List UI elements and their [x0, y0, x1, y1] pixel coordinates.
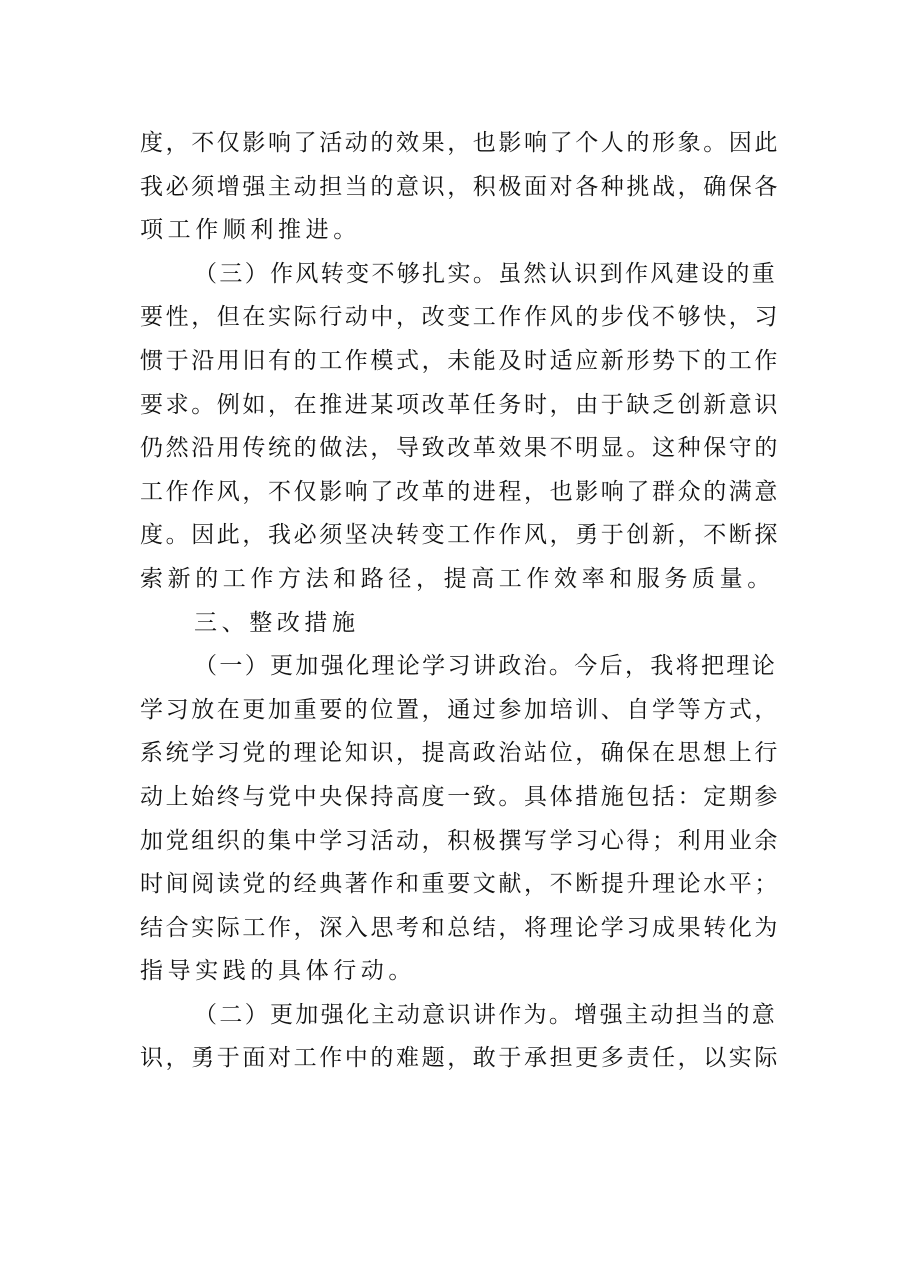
text-line: 要求。例如，在推进某项改革任务时，由于缺乏创新意识	[140, 391, 780, 418]
text-line: 结合实际工作，深入思考和总结，将理论学习成果转化为	[140, 914, 780, 941]
section-heading-line: （三）作风转变不够扎实。虽然认识到作风建设的重	[194, 260, 778, 287]
text-line: 仍然沿用传统的做法，导致改革效果不明显。这种保守的	[140, 435, 780, 462]
text-line: 学习放在更加重要的位置，通过参加培训、自学等方式，	[140, 696, 780, 723]
text-line: 索新的工作方法和路径，提高工作效率和服务质量。	[140, 565, 775, 592]
text-line: 要性，但在实际行动中，改变工作作风的步伐不够快，习	[140, 304, 780, 331]
chapter-heading: 三、整改措施	[194, 609, 360, 636]
section-heading-line: （二）更加强化主动意识讲作为。增强主动担当的意	[194, 1001, 778, 1028]
text-line: 系统学习党的理论知识，提高政治站位，确保在思想上行	[140, 740, 780, 767]
text-line: 我必须增强主动担当的意识，积极面对各种挑战，确保各	[140, 173, 780, 200]
text-line: 度，不仅影响了活动的效果，也影响了个人的形象。因此	[140, 130, 780, 156]
text-line: 项工作顺利推进。	[140, 217, 361, 244]
text-line: 加党组织的集中学习活动，积极撰写学习心得；利用业余	[140, 827, 780, 854]
text-line: 时间阅读党的经典著作和重要文献，不断提升理论水平；	[140, 871, 780, 898]
text-line: 工作作风，不仅影响了改革的进程，也影响了群众的满意	[140, 478, 780, 505]
section-heading-line: （一）更加强化理论学习讲政治。今后，我将把理论	[194, 653, 778, 680]
document-body	[140, 122, 780, 1081]
text-line: 动上始终与党中央保持高度一致。具体措施包括：定期参	[140, 783, 780, 810]
text-line: 识，勇于面对工作中的难题，敢于承担更多责任，以实际	[140, 1045, 780, 1072]
text-line: 惯于沿用旧有的工作模式，未能及时适应新形势下的工作	[140, 347, 780, 374]
text-line: 度。因此，我必须坚决转变工作作风，勇于创新，不断探	[140, 522, 780, 549]
text-line: 指导实践的具体行动。	[140, 958, 416, 985]
